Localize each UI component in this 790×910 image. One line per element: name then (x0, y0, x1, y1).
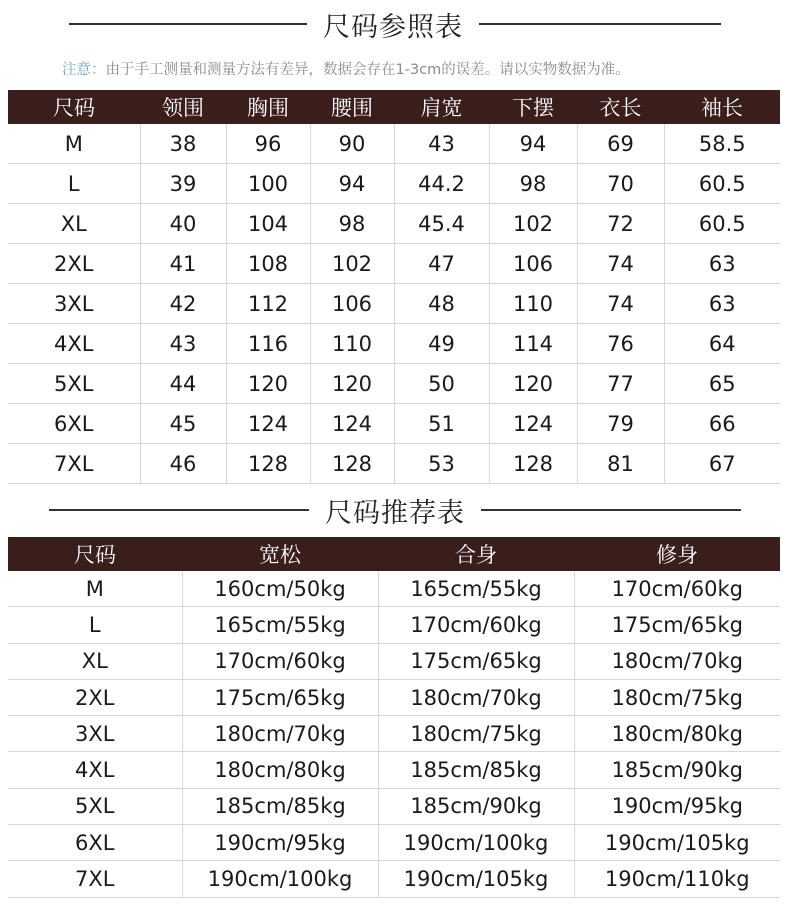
size-label-cell: 2XL (8, 679, 182, 715)
col-header-length: 衣长 (577, 90, 664, 124)
col-header-hem: 下摆 (489, 90, 577, 124)
value-cell: 180cm/70kg (574, 643, 780, 679)
value-cell: 98 (489, 164, 577, 204)
table-row (8, 825, 780, 861)
value-cell: 180cm/75kg (378, 716, 574, 752)
size-chart-title-row (0, 6, 790, 42)
value-cell: 185cm/90kg (574, 752, 780, 788)
note-text: 由于手工测量和测量方法有差异，数据会存在1-3cm的误差。请以实物数据为准。 (105, 62, 630, 78)
value-cell: 175cm/65kg (574, 607, 780, 643)
value-cell: 110 (489, 284, 577, 324)
size-label-cell: 4XL (8, 752, 182, 788)
col-header-shoulder: 肩宽 (394, 90, 489, 124)
table-row (8, 752, 780, 788)
size-label-cell: 5XL (8, 788, 182, 824)
col-header-waist: 腰围 (310, 90, 394, 124)
value-cell: 170cm/60kg (574, 571, 780, 607)
table-row (8, 444, 780, 484)
value-cell: 120 (310, 364, 394, 404)
value-cell: 185cm/85kg (182, 788, 378, 824)
value-cell: 79 (577, 404, 664, 444)
value-cell: 185cm/85kg (378, 752, 574, 788)
value-cell: 65 (664, 364, 780, 404)
value-cell: 110 (310, 324, 394, 364)
value-cell: 116 (226, 324, 310, 364)
size-label-cell: XL (8, 204, 140, 244)
table-row (8, 571, 780, 607)
value-cell: 69 (577, 124, 664, 164)
value-cell: 190cm/95kg (182, 825, 378, 861)
size-label-cell: 7XL (8, 861, 182, 897)
table-row (8, 204, 780, 244)
value-cell: 128 (310, 444, 394, 484)
table-row (8, 716, 780, 752)
value-cell: 72 (577, 204, 664, 244)
value-cell: 108 (226, 244, 310, 284)
value-cell: 128 (489, 444, 577, 484)
title-divider-left (49, 509, 309, 511)
value-cell: 124 (226, 404, 310, 444)
value-cell: 45 (140, 404, 226, 444)
size-label-cell: 3XL (8, 716, 182, 752)
value-cell: 81 (577, 444, 664, 484)
value-cell: 48 (394, 284, 489, 324)
value-cell: 74 (577, 284, 664, 324)
recommend-chart-body (8, 571, 780, 897)
size-label-cell: 6XL (8, 825, 182, 861)
recommend-chart-table (8, 537, 780, 898)
value-cell: 96 (226, 124, 310, 164)
value-cell: 190cm/95kg (574, 788, 780, 824)
value-cell: 160cm/50kg (182, 571, 378, 607)
value-cell: 66 (664, 404, 780, 444)
value-cell: 180cm/75kg (574, 679, 780, 715)
value-cell: 120 (489, 364, 577, 404)
table-row (8, 124, 780, 164)
value-cell: 76 (577, 324, 664, 364)
value-cell: 98 (310, 204, 394, 244)
value-cell: 60.5 (664, 164, 780, 204)
size-label-cell: XL (8, 643, 182, 679)
value-cell: 41 (140, 244, 226, 284)
value-cell: 102 (310, 244, 394, 284)
size-label-cell: L (8, 164, 140, 204)
value-cell: 180cm/80kg (574, 716, 780, 752)
size-label-cell: M (8, 571, 182, 607)
value-cell: 190cm/100kg (378, 825, 574, 861)
value-cell: 58.5 (664, 124, 780, 164)
value-cell: 102 (489, 204, 577, 244)
value-cell: 67 (664, 444, 780, 484)
col-header-chest: 胸围 (226, 90, 310, 124)
size-label-cell: 6XL (8, 404, 140, 444)
size-label-cell: 3XL (8, 284, 140, 324)
value-cell: 190cm/105kg (574, 825, 780, 861)
col-header-regular: 合身 (378, 537, 574, 571)
value-cell: 43 (140, 324, 226, 364)
table-row (8, 404, 780, 444)
value-cell: 104 (226, 204, 310, 244)
table-row (8, 679, 780, 715)
table-row (8, 788, 780, 824)
value-cell: 77 (577, 364, 664, 404)
col-header-size: 尺码 (8, 90, 140, 124)
note-label: 注意： (62, 62, 106, 78)
title-divider-right (479, 23, 721, 25)
value-cell: 63 (664, 244, 780, 284)
size-label-cell: M (8, 124, 140, 164)
value-cell: 106 (310, 284, 394, 324)
value-cell: 46 (140, 444, 226, 484)
title-divider-right (481, 509, 741, 511)
value-cell: 185cm/90kg (378, 788, 574, 824)
size-chart-body (8, 124, 780, 484)
value-cell: 90 (310, 124, 394, 164)
col-header-loose: 宽松 (182, 537, 378, 571)
table-row (8, 324, 780, 364)
recommend-chart-title: 尺码推荐表 (325, 497, 465, 529)
value-cell: 63 (664, 284, 780, 324)
value-cell: 42 (140, 284, 226, 324)
size-label-cell: 2XL (8, 244, 140, 284)
value-cell: 165cm/55kg (182, 607, 378, 643)
value-cell: 60.5 (664, 204, 780, 244)
title-divider-left (69, 23, 307, 25)
value-cell: 190cm/105kg (378, 861, 574, 897)
value-cell: 180cm/80kg (182, 752, 378, 788)
value-cell: 51 (394, 404, 489, 444)
table-row (8, 607, 780, 643)
size-chart-header-row (8, 90, 780, 124)
value-cell: 40 (140, 204, 226, 244)
value-cell: 190cm/100kg (182, 861, 378, 897)
value-cell: 44.2 (394, 164, 489, 204)
col-header-slim: 修身 (574, 537, 780, 571)
value-cell: 114 (489, 324, 577, 364)
value-cell: 44 (140, 364, 226, 404)
value-cell: 190cm/110kg (574, 861, 780, 897)
value-cell: 49 (394, 324, 489, 364)
value-cell: 106 (489, 244, 577, 284)
size-label-cell: L (8, 607, 182, 643)
size-label-cell: 5XL (8, 364, 140, 404)
value-cell: 74 (577, 244, 664, 284)
table-row (8, 364, 780, 404)
value-cell: 45.4 (394, 204, 489, 244)
table-row (8, 284, 780, 324)
value-cell: 50 (394, 364, 489, 404)
measurement-note (62, 58, 630, 79)
col-header-size: 尺码 (8, 537, 182, 571)
table-row (8, 244, 780, 284)
value-cell: 180cm/70kg (378, 679, 574, 715)
value-cell: 70 (577, 164, 664, 204)
recommend-chart-header-row (8, 537, 780, 571)
value-cell: 53 (394, 444, 489, 484)
value-cell: 100 (226, 164, 310, 204)
value-cell: 94 (310, 164, 394, 204)
value-cell: 94 (489, 124, 577, 164)
size-chart-title: 尺码参照表 (323, 11, 463, 43)
value-cell: 124 (489, 404, 577, 444)
value-cell: 38 (140, 124, 226, 164)
value-cell: 175cm/65kg (378, 643, 574, 679)
value-cell: 124 (310, 404, 394, 444)
size-label-cell: 4XL (8, 324, 140, 364)
value-cell: 165cm/55kg (378, 571, 574, 607)
recommend-chart-title-row (0, 492, 790, 528)
value-cell: 64 (664, 324, 780, 364)
value-cell: 128 (226, 444, 310, 484)
table-row (8, 643, 780, 679)
table-row (8, 164, 780, 204)
value-cell: 112 (226, 284, 310, 324)
col-header-neck: 领围 (140, 90, 226, 124)
value-cell: 180cm/70kg (182, 716, 378, 752)
table-row (8, 861, 780, 897)
value-cell: 170cm/60kg (182, 643, 378, 679)
value-cell: 43 (394, 124, 489, 164)
value-cell: 120 (226, 364, 310, 404)
value-cell: 170cm/60kg (378, 607, 574, 643)
size-label-cell: 7XL (8, 444, 140, 484)
value-cell: 47 (394, 244, 489, 284)
size-chart-table (8, 90, 780, 484)
value-cell: 175cm/65kg (182, 679, 378, 715)
col-header-sleeve: 袖长 (664, 90, 780, 124)
value-cell: 39 (140, 164, 226, 204)
